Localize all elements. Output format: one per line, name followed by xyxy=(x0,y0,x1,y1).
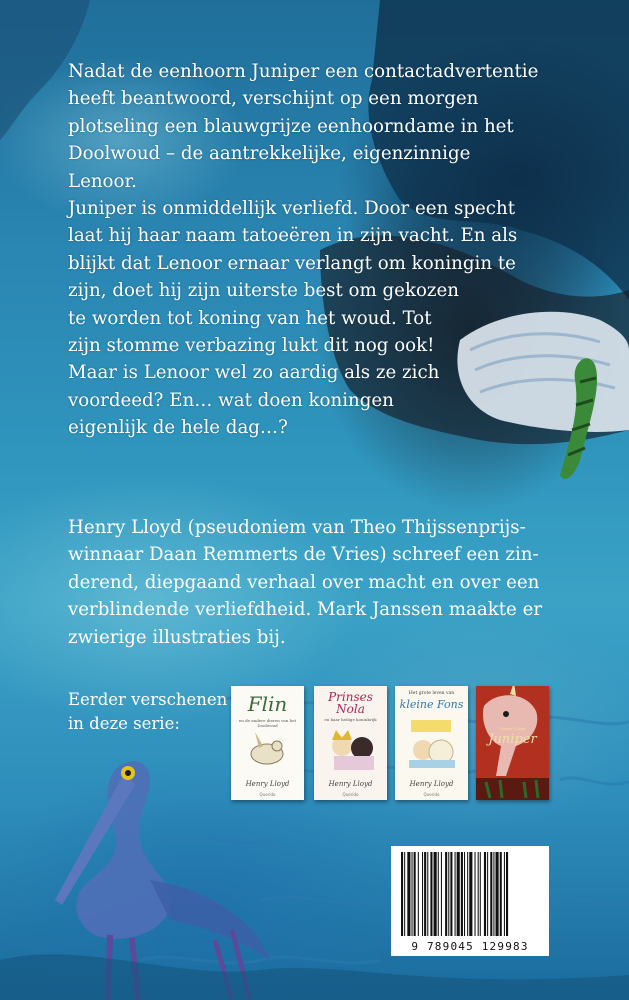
book-author: Henry Lloyd xyxy=(499,726,526,731)
barcode-bars xyxy=(397,852,543,936)
book-illustration xyxy=(405,716,460,771)
barcode-bar xyxy=(496,852,499,936)
series-book-flin xyxy=(231,686,304,800)
book-author: Henry Lloyd xyxy=(328,780,373,788)
blurb-line: Doolwoud – de aantrekkelijke, eigenzinnige xyxy=(68,143,471,165)
barcode-bar xyxy=(480,852,481,936)
blurb-line: plotseling een blauwgrijze eenhoorndame in het xyxy=(68,115,514,137)
blurb-line: heeft beantwoord, verschijnt op een morgen xyxy=(68,88,479,110)
barcode-bar xyxy=(430,852,432,936)
book-publisher: Querido xyxy=(342,792,359,797)
barcode-bar xyxy=(438,852,439,936)
author-credits xyxy=(68,514,588,651)
barcode-bar xyxy=(487,852,488,936)
credits-line: derend, diepgaand verhaal over macht en over een xyxy=(68,571,540,593)
barcode-bar xyxy=(445,852,447,936)
book-title: Flin xyxy=(247,692,288,716)
book-publisher: Querido xyxy=(423,792,440,797)
book-subtitle: en haar heilige koninkrijk xyxy=(324,717,377,722)
barcode-bar xyxy=(457,852,460,936)
book-subtitle: en de andere dieren van het Doolwoud xyxy=(238,718,297,728)
blurb-line: voordeed? En… wat doen koningen xyxy=(68,389,394,411)
blurb-line: Maar is Lenoor wel zo aardig als ze zich xyxy=(68,362,440,384)
blurb-line: Lenoor. xyxy=(68,170,137,192)
book-illustration xyxy=(326,726,376,771)
book-author: Henry Lloyd xyxy=(409,780,454,788)
barcode-bar xyxy=(478,852,479,936)
blurb-line: laat hij haar naam tatoeëren in zijn vacht. En als xyxy=(68,225,518,247)
barcode-bar xyxy=(493,852,494,936)
barcode-bar xyxy=(424,852,426,936)
series-book-juniper xyxy=(476,686,549,800)
barcode-bar xyxy=(418,852,419,936)
series-book-kleine-fons xyxy=(395,686,468,800)
barcode-bar xyxy=(464,852,465,936)
book-title: kleine Fons xyxy=(399,698,464,711)
book-title: Juniper xyxy=(488,732,537,747)
book-subtitle: Het grote leven van xyxy=(408,691,455,696)
barcode-bar xyxy=(469,852,472,936)
barcode-bar xyxy=(461,852,463,936)
barcode-bar xyxy=(404,852,405,936)
barcode-bar xyxy=(412,852,413,936)
blurb-line: eigenlijk de hele dag…? xyxy=(68,417,288,439)
barcode-bar xyxy=(448,852,449,936)
barcode-bar xyxy=(434,852,437,936)
barcode-bar xyxy=(455,852,456,936)
barcode-bar xyxy=(427,852,428,936)
blurb-line: zijn, doet hij zijn uiterste best om gekozen xyxy=(68,280,459,302)
blurb-line: zijn stomme verbazing lukt dit nog ook! xyxy=(68,335,435,357)
blurb-line: Juniper is onmiddellijk verliefd. Door een specht xyxy=(68,198,516,220)
barcode-bar xyxy=(500,852,502,936)
book-author: Henry Lloyd xyxy=(245,780,290,788)
book-title: Prinses Nola xyxy=(328,690,373,716)
barcode-bar xyxy=(407,852,410,936)
book-publisher: Querido xyxy=(259,792,276,797)
barcode-bar xyxy=(506,852,508,936)
barcode-bar xyxy=(441,852,442,936)
isbn-number: 9 789045 129983 xyxy=(411,940,529,953)
barcode-bar xyxy=(475,852,476,936)
series-label-line: Eerder verschenen xyxy=(68,690,228,709)
credits-line: winnaar Daan Remmerts de Vries) schreef een zin- xyxy=(68,544,539,566)
blurb-line: te worden tot koning van het woud. Tot xyxy=(68,307,432,329)
barcode-bar xyxy=(422,852,423,936)
blurb-line: Nadat de eenhoorn Juniper een contactadvertentie xyxy=(68,61,539,82)
series-label-line: in deze serie: xyxy=(68,714,180,733)
series-book-prinses-nola xyxy=(314,686,387,800)
series-label xyxy=(68,688,228,736)
barcode-bar xyxy=(484,852,486,936)
blurb-text xyxy=(68,58,568,442)
blurb-line: blijkt dat Lenoor ernaar verlangt om koningin te xyxy=(68,252,516,274)
credits-line: verblindende verliefdheid. Mark Janssen maakte er xyxy=(68,599,543,621)
credits-line: zwierige illustraties bij. xyxy=(68,626,286,648)
barcode-bar xyxy=(450,852,452,936)
barcode-bar xyxy=(401,852,403,936)
isbn-barcode xyxy=(391,846,549,956)
barcode-bar xyxy=(414,852,416,936)
barcode-bar xyxy=(467,852,468,936)
book-illustration xyxy=(245,728,290,768)
credits-line: Henry Lloyd (pseudoniem van Theo Thijssenprijs- xyxy=(68,517,526,538)
barcode-bar xyxy=(504,852,505,936)
barcode-bar xyxy=(490,852,492,936)
